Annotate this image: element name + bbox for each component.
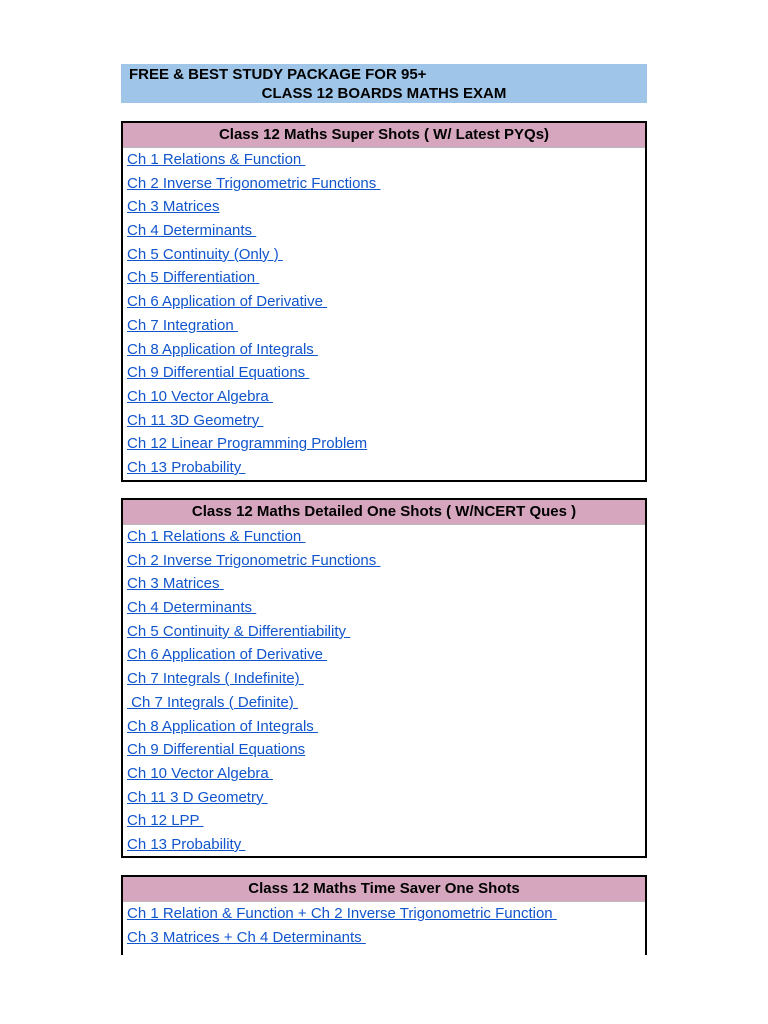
chapter-link[interactable]: Ch 8 Application of Integrals [127,717,318,735]
chapter-link[interactable]: Ch 13 Probability [127,458,246,476]
section-title: Class 12 Maths Time Saver One Shots [123,877,645,902]
chapter-link[interactable]: Ch 10 Vector Algebra [127,764,273,782]
chapter-link[interactable]: Ch 7 Integration [127,316,238,334]
chapter-link[interactable]: Ch 4 Determinants [127,222,257,240]
chapter-link[interactable]: Ch 12 Linear Programming Problem [127,435,368,453]
section-title: Class 12 Maths Detailed One Shots ( W/NCERT Ques ) [123,500,645,525]
chapter-link[interactable]: Ch 2 Inverse Trigonometric Functions [127,551,381,569]
chapter-link[interactable]: Ch 6 Application of Derivative [127,293,328,311]
chapter-link-list [123,525,645,857]
page-header [121,64,647,103]
chapter-link[interactable]: Ch 7 Integrals ( Indefinite) [127,670,304,688]
header-line-1: FREE & BEST STUDY PACKAGE FOR 95+ [129,66,427,83]
chapter-link[interactable]: Ch 9 Differential Equations [127,741,306,759]
chapter-link[interactable]: Ch 11 3D Geometry [127,411,264,429]
chapter-link[interactable]: Ch 5 Continuity (Only ) [127,245,283,263]
chapter-link[interactable]: Ch 3 Matrices + Ch 4 Determinants [127,928,366,946]
chapter-link-list [123,902,645,949]
chapter-link[interactable]: Ch 5 Continuity & Differentiability [127,622,351,640]
chapter-link[interactable]: Ch 8 Application of Integrals [127,340,318,358]
chapter-link[interactable]: Ch 9 Differential Equations [127,364,310,382]
super-shots-section [121,121,647,482]
chapter-link[interactable]: Ch 1 Relation & Function + Ch 2 Inverse Trigonometric Function [127,905,557,922]
chapter-link[interactable]: Ch 3 Matrices [127,198,220,216]
time-saver-section [121,875,647,955]
chapter-link[interactable]: Ch 3 Matrices [127,575,224,593]
chapter-link-list [123,148,645,480]
chapter-link[interactable]: Ch 6 Application of Derivative [127,646,328,664]
chapter-link[interactable]: Ch 7 Integrals ( Definite) [127,693,298,711]
detailed-one-shots-section [121,498,647,858]
chapter-link[interactable]: Ch 13 Probability [127,835,246,853]
chapter-link[interactable]: Ch 12 LPP [127,812,204,830]
chapter-link[interactable]: Ch 4 Determinants [127,599,257,617]
chapter-link[interactable]: Ch 1 Relations & Function [127,528,306,545]
section-title: Class 12 Maths Super Shots ( W/ Latest PYQs) [123,123,645,148]
chapter-link[interactable]: Ch 1 Relations & Function [127,151,306,168]
chapter-link[interactable]: Ch 2 Inverse Trigonometric Functions [127,174,381,192]
chapter-link[interactable]: Ch 5 Differentiation [127,269,260,287]
header-line-2: CLASS 12 BOARDS MATHS EXAM [261,85,507,102]
chapter-link[interactable]: Ch 10 Vector Algebra [127,387,273,405]
chapter-link[interactable]: Ch 11 3 D Geometry [127,788,268,806]
